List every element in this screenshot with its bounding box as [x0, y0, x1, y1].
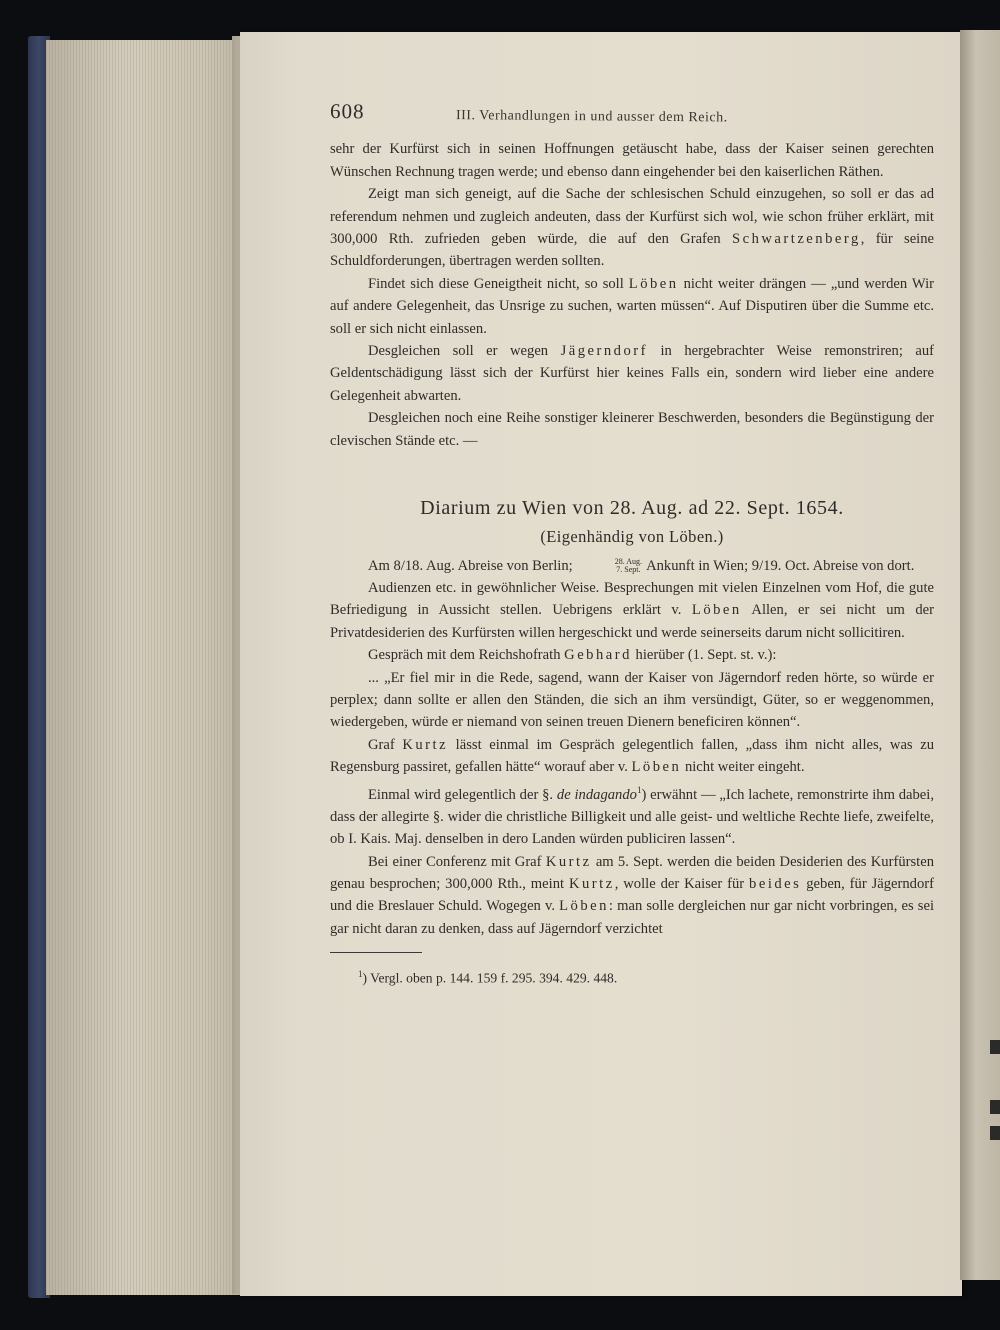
- paragraph: Graf Kurtz lässt einmal im Gespräch gelegentlich fallen, „dass ihm nicht alles, was zu Regensburg passiret, gefallen hätte“ worauf aber v. Löben nicht weiter eingeht.: [330, 736, 934, 776]
- spaced-name: beides: [749, 876, 802, 893]
- running-title: III. Verhandlungen in und ausser dem Reich.: [455, 108, 728, 126]
- paragraph: Zeigt man sich geneigt, auf die Sache der schlesischen Schuld einzugehen, so soll er das ad referendum nehmen und zugleich andeuten, dass der Kurfürst sich wol, wie schon früher erklärt, mit 300,000 Rth. zufrieden geben würde, die auf den Grafen Schwartzenberg, für seine Schuldforderungen, übertragen werden sollten.: [330, 186, 935, 270]
- paragraph: Am 8/18. Aug. Abreise von Berlin; 28. Aug. 7. Sept. Ankunft in Wien; 9/19. Oct. Abreise von dort.: [368, 557, 915, 575]
- page-content: [330, 100, 934, 990]
- footnote-ref: 1: [636, 784, 642, 795]
- spaced-name: Kurtz: [402, 736, 449, 753]
- paragraph: ... „Er fiel mir in die Rede, sagend, wann der Kaiser von Jägerndorf reden hörte, so würde er perplex; dann sollte er allen den Ständen, die sich an ihm versündigt, Güter, so er weggenommen, wiedergeben, würde er niemand von seinen treuen Dienern beneficiren können“.: [330, 669, 934, 731]
- paragraph: Bei einer Conferenz mit Graf Kurtz am 5. Sept. werden die beiden Desiderien des Kurfürsten genau besprochen; 300,000 Rth., meint Kurtz, wolle der Kaiser für beides geben, für Jägerndorf und die Breslauer Schuld. Wogegen v. Löben: man solle dergleichen nur gar nicht vorbringen, es sei gar nicht daran zu denken, dass auf Jägerndorf verzichtet: [330, 853, 934, 937]
- page-edge-mark: [990, 1040, 1000, 1054]
- page-edge-mark: [990, 1100, 1000, 1114]
- paragraph: Gespräch mit dem Reichshofrath Gebhard hierüber (1. Sept. st. v.):: [368, 647, 777, 664]
- date-fraction: 28. Aug. 7. Sept.: [614, 557, 643, 575]
- italic-term: de indagando: [556, 786, 637, 803]
- paragraph: Audienzen etc. in gewöhnlicher Weise. Besprechungen mit vielen Einzelnen vom Hof, die gute Befriedigung in Aussicht stellen. Uebrigens erklärt v. Löben Allen, er sei nicht um der Privatdesiderien des Kurfürsten willen hergeschickt und werde seinerseits darum nicht sollicitiren.: [330, 579, 934, 641]
- spaced-name: Gebhard: [564, 647, 632, 664]
- spaced-name: Schwartzenberg: [732, 231, 861, 248]
- spaced-name: Löben: [559, 898, 609, 915]
- running-header: [330, 100, 934, 132]
- spaced-name: Löben: [691, 602, 742, 619]
- spaced-name: Löben: [628, 275, 679, 292]
- paragraph: Einmal wird gelegentlich der §. de indagando$^1$) erwähnt — „Ich lachete, remonstrirte ihm dabei, dass der allegirte §. wider die christliche Billigkeit und alle geist- und weltliche Rechte liefe, zweifelte, ob I. Kais. Maj. denselben in dero Landen würden publiciren lassen“.: [330, 784, 934, 848]
- page-number: 608: [329, 99, 365, 124]
- paragraph: Desgleichen soll er wegen Jägerndorf in hergebrachter Weise remonstriren; auf Geldentschädigung lässt sich der Kurfürst hier keines Falls ein, sondern wird lieber eine andere Gelegenheit abwarten.: [330, 343, 935, 404]
- spaced-name: Kurtz: [545, 853, 592, 870]
- footnote-rule: [330, 952, 422, 953]
- page-edges: [46, 40, 242, 1295]
- paragraph: Desgleichen noch eine Reihe sonstiger kleinerer Beschwerden, besonders die Begünstigung der clevischen Stände etc. —: [330, 410, 934, 449]
- paragraph: sehr der Kurfürst sich in seinen Hoffnungen getäuscht habe, dass der Kaiser seinen gerechten Wünschen Rechnung tragen werde; und ebenso dann eingehender bei den kaiserlichen Räthen.: [330, 141, 934, 180]
- spaced-name: Löben: [631, 759, 682, 776]
- spaced-name: Kurtz: [568, 876, 615, 893]
- section-heading: Diarium zu Wien von 28. Aug. ad 22. Sept. 1654.: [420, 497, 844, 520]
- paragraph: Findet sich diese Geneigtheit nicht, so soll Löben nicht weiter drängen — „und werden Wir auf andere Gelegenheit, das Unsrige zu suchen, warten müssen“. Auf Disputiren über die Summe etc. soll er sich nicht einlassen.: [330, 275, 934, 337]
- spaced-name: Jägerndorf: [560, 343, 648, 360]
- footnote: $^1$) Vergl. oben p. 144. 159 f. 295. 394. 429. 448.: [358, 969, 618, 986]
- page-edge-mark: [990, 1126, 1000, 1140]
- next-page-edge: [960, 30, 1000, 1280]
- section-subheading: (Eigenhändig von Löben.): [540, 527, 724, 547]
